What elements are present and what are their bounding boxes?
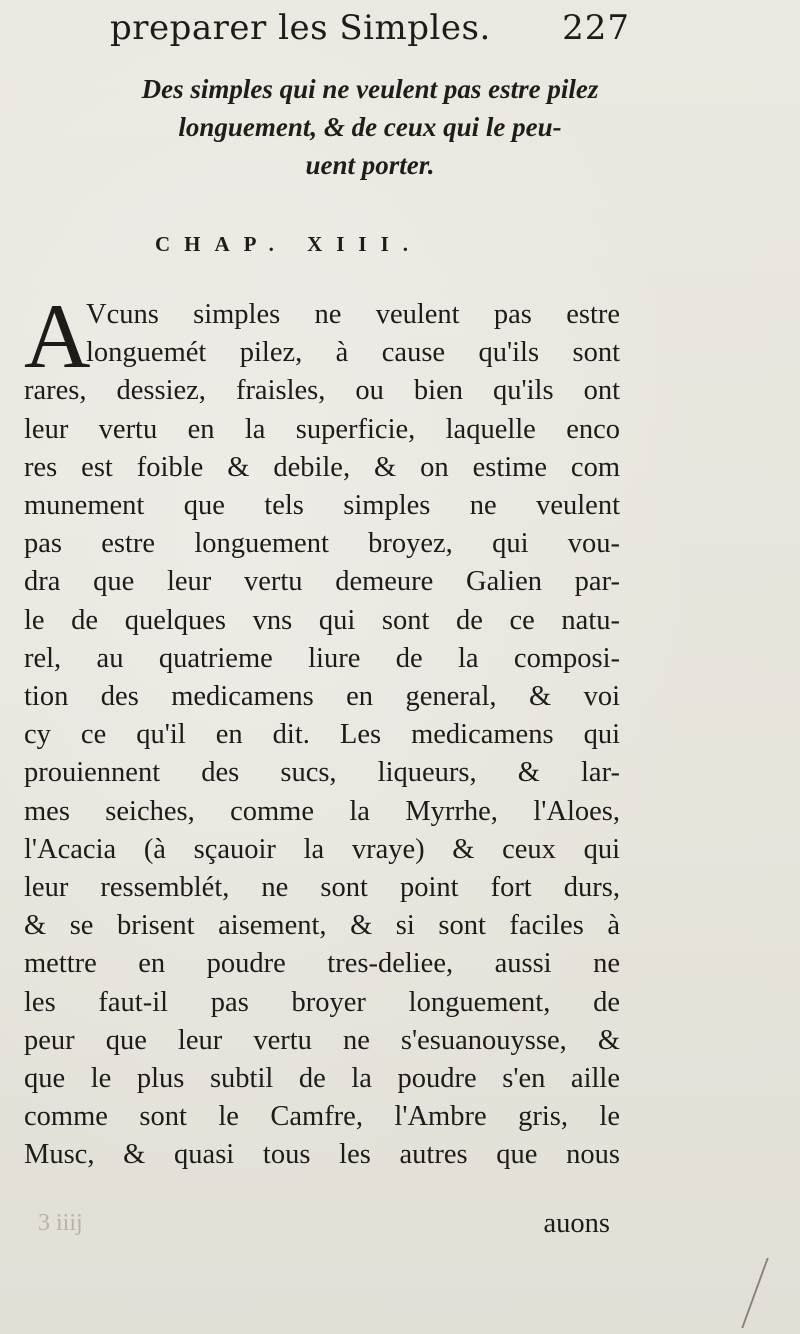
running-head: preparer les Simples.	[110, 8, 491, 48]
text-line: rel, au quatrieme liure de la composi-	[24, 642, 620, 674]
text-line: leur vertu en la superficie, laquelle enco	[24, 413, 620, 445]
catchword: auons	[543, 1208, 610, 1239]
text-line: mes seiches, comme la Myrrhe, l'Aloes,	[24, 795, 620, 827]
text-line: comme sont le Camfre, l'Ambre gris, le	[24, 1101, 620, 1133]
text-line: peur que leur vertu ne s'esuanouysse, &	[24, 1024, 620, 1056]
text-line: pas estre longuement broyez, qui vou-	[24, 528, 620, 560]
page-number: 227	[562, 8, 630, 48]
chapter-title-line: uent porter.	[305, 150, 435, 180]
opening-lines	[24, 285, 620, 387]
text-line: cy ce qu'il en dit. Les medicamens qui	[24, 719, 620, 751]
text-line: longuemét pilez, à cause qu'ils sont	[86, 337, 620, 369]
signature-mark: 3 iiij	[38, 1210, 83, 1236]
text-line: prouiennent des sucs, liqueurs, & lar-	[24, 757, 620, 789]
chapter-title	[30, 70, 710, 184]
text-line: le de quelques vns qui sont de ce natu-	[24, 604, 620, 636]
text-line: que le plus subtil de la poudre s'en aille	[24, 1063, 620, 1095]
text-line: Vcuns simples ne veulent pas estre	[86, 299, 620, 330]
text-line: dra que leur vertu demeure Galien par-	[24, 566, 620, 598]
page-header	[110, 8, 630, 56]
chapter-title-line: longuement, & de ceux qui le peu-	[178, 112, 562, 142]
chapter-label: CHAP. XIII.	[155, 232, 422, 256]
text-line: res est foible & debile, & on estime com	[24, 451, 620, 483]
text-line: leur ressemblét, ne sont point fort durs,	[24, 872, 620, 904]
text-line: les faut-il pas broyer longuement, de	[24, 986, 620, 1018]
text-line: munement que tels simples ne veulent	[24, 490, 620, 521]
page-edge-mark	[741, 1258, 798, 1328]
chapter-title-line: Des simples qui ne veulent pas estre pilez	[141, 74, 599, 104]
text-line: l'Acacia (à sçauoir la vraye) & ceux qui	[24, 833, 620, 865]
text-line: & se brisent aisement, & si sont faciles à	[24, 910, 620, 942]
body-text	[24, 285, 620, 1175]
text-line: rares, dessiez, fraisles, ou bien qu'ils ont	[24, 375, 620, 407]
text-line: tion des medicamens en general, & voi	[24, 681, 620, 713]
text-line: mettre en poudre tres-deliee, aussi ne	[24, 948, 620, 980]
drop-cap: A	[24, 285, 91, 387]
text-line: Musc, & quasi tous les autres que nous	[24, 1139, 620, 1171]
